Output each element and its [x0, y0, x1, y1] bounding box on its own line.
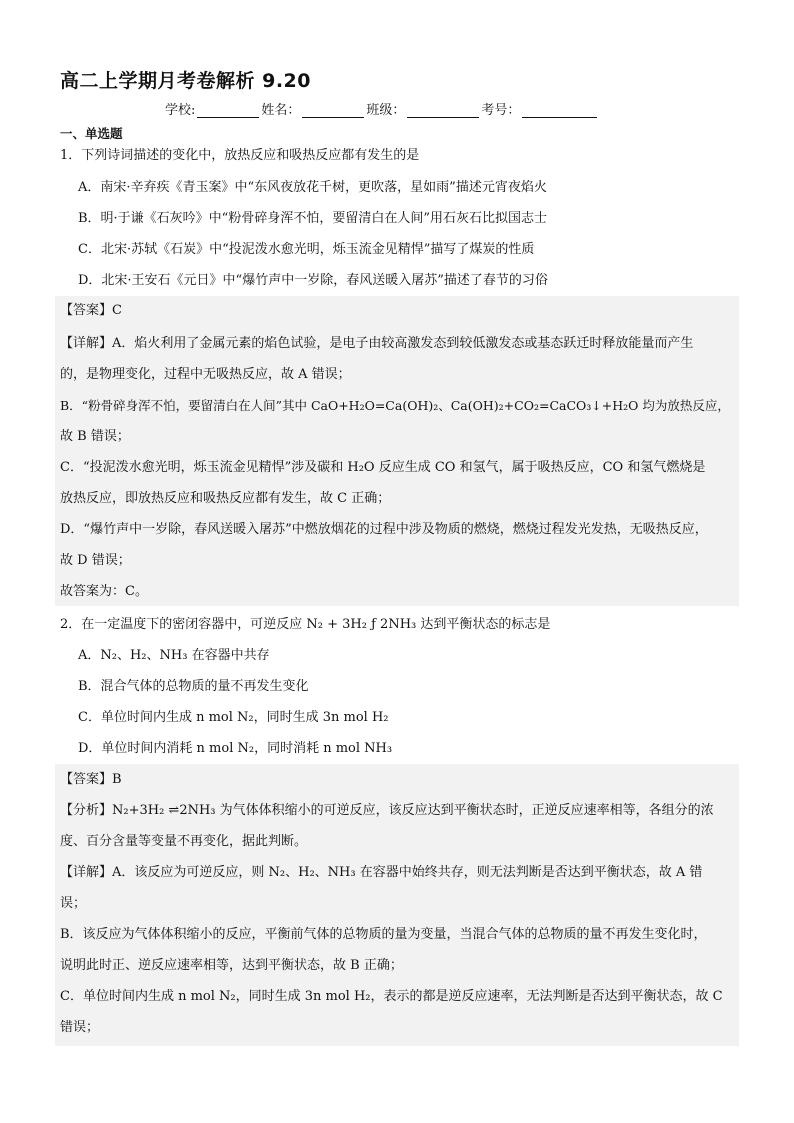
school-blank[interactable]	[197, 103, 259, 118]
q1-detail-line-3: B．“粉骨碎身浑不怕，要留清白在人间”其中 CaO+H₂O=Ca(OH)₂、Ca(OH)₂+CO₂=CaCO₃↓+H₂O 均为放热反应，	[60, 398, 730, 413]
q2-detail-line-6: 错误；	[60, 1020, 100, 1035]
q2-analysis-line-2: 度、百分含量等变量不再变化，据此判断。	[60, 834, 308, 849]
name-blank[interactable]	[302, 103, 364, 118]
q2-option-b: B．混合气体的总物质的量不再发生变化	[78, 679, 309, 694]
document-title: 高二上学期月考卷解析 9.20	[60, 70, 311, 92]
q1-detail-line-7: D．“爆竹声中一岁除，春风送暖入屠苏”中燃放烟花的过程中涉及物质的燃烧，燃烧过程发光发热，无吸热反应，	[60, 522, 708, 537]
q1-answer: 【答案】C	[60, 303, 122, 318]
section-heading: 一、单选题	[60, 126, 123, 141]
exam-number-label: 考号：	[481, 103, 521, 118]
q2-option-d: D．单位时间内消耗 n mol N₂，同时消耗 n mol NH₃	[78, 741, 393, 756]
class-label: 班级：	[366, 103, 406, 118]
q2-detail-line-1: 【详解】A．该反应为可逆反应，则 N₂、H₂、NH₃ 在容器中始终共存，则无法判断是否达到平衡状态，故 A 错	[60, 865, 703, 880]
q2-detail-line-4: 说明此时正、逆反应速率相等，达到平衡状态，故 B 正确；	[60, 958, 403, 973]
q1-detail-line-2: 的，是物理变化，过程中无吸热反应，故 A 错误；	[60, 367, 351, 382]
q1-detail-line-4: 故 B 错误；	[60, 429, 130, 444]
q1-option-d: D．北宋·王安石《元日》中“爆竹声中一岁除，春风送暖入屠苏”描述了春节的习俗	[78, 273, 548, 288]
q1-detail-line-6: 放热反应，即放热反应和吸热反应都有发生，故 C 正确；	[60, 491, 391, 506]
q2-detail-line-3: B．该反应为气体体积缩小的反应，平衡前气体的总物质的量为变量，当混合气体的总物质的量不再发生变化时，	[60, 927, 707, 942]
q2-answer: 【答案】B	[60, 772, 122, 787]
q2-option-a: A．N₂、H₂、NH₃ 在容器中共存	[78, 648, 270, 663]
q1-detail-line-5: C．“投泥泼水愈光明，烁玉流金见精悍”涉及碳和 H₂O 反应生成 CO 和氢气，属于吸热反应，CO 和氢气燃烧是	[60, 460, 706, 475]
q2-detail-line-5: C．单位时间内生成 n mol N₂，同时生成 3n mol H₂，表示的都是逆反应速率，无法判断是否达到平衡状态，故 C	[60, 989, 723, 1004]
q1-detail-line-1: 【详解】A．焰火利用了金属元素的焰色试验，是电子由较高激发态到较低激发态或基态跃迁时释放能量而产生	[60, 336, 694, 351]
q1-option-c: C．北宋·苏轼《石炭》中“投泥泼水愈光明，烁玉流金见精悍”描写了煤炭的性质	[78, 242, 535, 257]
q2-stem: 2．在一定温度下的密闭容器中，可逆反应 N₂ + 3H₂ ƒ 2NH₃ 达到平衡状态的标志是	[60, 617, 551, 632]
q1-option-a: A．南宋·辛弃疾《青玉案》中“东风夜放花千树，更吹落，星如雨”描述元宵夜焰火	[78, 180, 547, 195]
q2-option-c: C．单位时间内生成 n mol N₂，同时生成 3n mol H₂	[78, 710, 389, 725]
q2-analysis-line-1: 【分析】N₂+3H₂ ⇌2NH₃ 为气体体积缩小的可逆反应，该反应达到平衡状态时，正逆反应速率相等，各组分的浓	[60, 803, 714, 818]
school-label: 学校:	[165, 103, 196, 118]
class-blank[interactable]	[407, 103, 479, 118]
student-info-fields	[165, 99, 599, 118]
q1-option-b: B．明·于谦《石灰吟》中“粉骨碎身浑不怕，要留清白在人间”用石灰石比拟国志士	[78, 211, 547, 226]
q1-detail-line-8: 故 D 错误；	[60, 553, 131, 568]
exam-number-blank[interactable]	[522, 103, 597, 118]
q1-detail-line-9: 故答案为：C。	[60, 584, 148, 599]
name-label: 姓名：	[261, 103, 301, 118]
q2-detail-line-2: 误；	[60, 896, 87, 911]
q1-stem: 1．下列诗词描述的变化中，放热反应和吸热反应都有发生的是	[60, 148, 420, 163]
